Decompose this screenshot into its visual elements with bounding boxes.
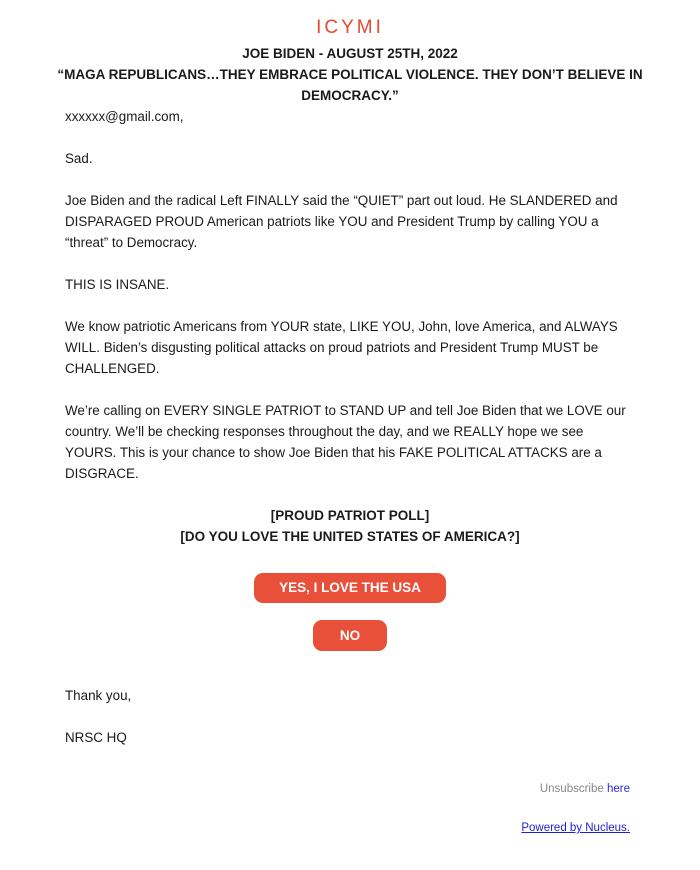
salutation: xxxxxx@gmail.com, bbox=[65, 109, 184, 124]
paragraph-insane: THIS IS INSANE. bbox=[65, 277, 170, 292]
poll-heading bbox=[65, 505, 635, 547]
paragraph-calling-on-patriots: We’re calling on EVERY SINGLE PATRIOT to STAND UP and tell Joe Biden that we LOVE our country. We’ll be checking responses throughout the day, and we REALLY hope we see YOURS. This is your chance to show Joe Biden that his FAKE POLITICAL ATTACKS are a DISGRACE. bbox=[65, 403, 626, 481]
no-button-wrap bbox=[65, 603, 635, 651]
unsubscribe-text: Unsubscribe bbox=[539, 783, 604, 795]
unsubscribe-line bbox=[65, 783, 630, 795]
unsubscribe-link[interactable]: here bbox=[606, 783, 630, 795]
powered-by-line bbox=[65, 822, 630, 834]
dateline: JOE BIDEN - AUGUST 25TH, 2022 bbox=[242, 46, 458, 61]
poll-title: [PROUD PATRIOT POLL] bbox=[270, 508, 430, 523]
paragraph-quiet-part: Joe Biden and the radical Left FINALLY said the “QUIET” part out loud. He SLANDERED and DISPARAGED PROUD American patriots like YOU and President Trump by calling YOU a “threat” to Democracy. bbox=[65, 193, 618, 250]
powered-by-link[interactable]: Powered by Nucleus. bbox=[521, 822, 630, 834]
closing-thanks: Thank you, bbox=[65, 688, 132, 703]
paragraph-sad: Sad. bbox=[65, 151, 93, 166]
headline bbox=[57, 43, 643, 106]
poll-question: [DO YOU LOVE THE UNITED STATES OF AMERICA?] bbox=[180, 529, 520, 544]
no-button[interactable]: NO bbox=[313, 620, 387, 651]
quote: “MAGA REPUBLICANS…THEY EMBRACE POLITICAL VIOLENCE. THEY DON’T BELIEVE IN DEMOCRACY.” bbox=[57, 67, 643, 103]
signature: NRSC HQ bbox=[65, 730, 127, 745]
icymi-heading: ICYMI bbox=[316, 17, 384, 38]
email-content bbox=[57, 0, 643, 834]
yes-button-wrap bbox=[65, 547, 635, 603]
yes-love-usa-button[interactable]: YES, I LOVE THE USA bbox=[254, 573, 446, 603]
paragraph-patriotic-americans: We know patriotic Americans from YOUR state, LIKE YOU, John, love America, and ALWAYS WILL. Biden’s disgusting political attacks on proud patriots and President Trump MUST be CHALLENGED. bbox=[65, 319, 618, 376]
